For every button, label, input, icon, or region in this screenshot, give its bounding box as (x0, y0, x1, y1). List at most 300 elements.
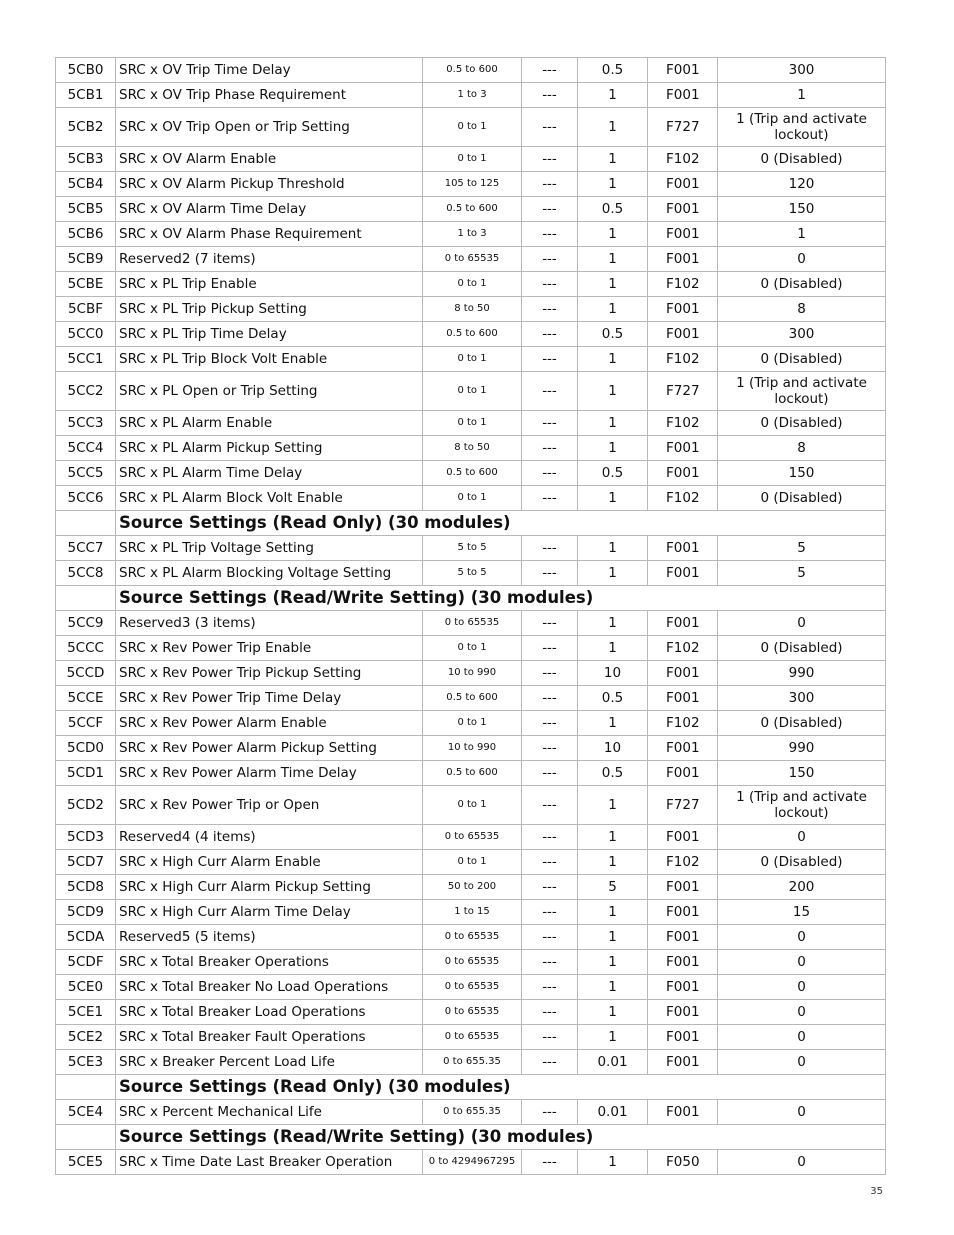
cell-range: 0 to 655.35 (423, 1100, 522, 1125)
cell-range: 1 to 3 (423, 83, 522, 108)
table-row (56, 297, 886, 322)
cell-units: --- (522, 172, 578, 197)
cell-units: --- (522, 636, 578, 661)
cell-range: 0 to 65535 (423, 247, 522, 272)
cell-step: 1 (578, 975, 648, 1000)
cell-def: 120 (718, 172, 886, 197)
cell-def: 5 (718, 561, 886, 586)
cell-units: --- (522, 925, 578, 950)
cell-def: 0 (Disabled) (718, 147, 886, 172)
cell-units: --- (522, 1150, 578, 1175)
cell-fmt: F102 (648, 272, 718, 297)
table-row (56, 372, 886, 411)
cell-step: 1 (578, 297, 648, 322)
cell-desc: SRC x PL Trip Pickup Setting (116, 297, 423, 322)
table-row (56, 222, 886, 247)
cell-step: 1 (578, 247, 648, 272)
table-row (56, 1000, 886, 1025)
section-spacer (56, 1125, 116, 1150)
cell-def: 150 (718, 761, 886, 786)
cell-desc: SRC x Total Breaker Load Operations (116, 1000, 423, 1025)
cell-desc: SRC x PL Alarm Time Delay (116, 461, 423, 486)
cell-desc: SRC x Rev Power Trip or Open (116, 786, 423, 825)
cell-fmt: F001 (648, 247, 718, 272)
cell-desc: SRC x Rev Power Alarm Time Delay (116, 761, 423, 786)
section-spacer (56, 511, 116, 536)
cell-addr: 5CC5 (56, 461, 116, 486)
cell-range: 0 to 65535 (423, 825, 522, 850)
cell-fmt: F001 (648, 58, 718, 83)
cell-def: 15 (718, 900, 886, 925)
cell-def: 0 (Disabled) (718, 711, 886, 736)
cell-range: 0 to 65535 (423, 950, 522, 975)
cell-step: 1 (578, 900, 648, 925)
cell-addr: 5CE0 (56, 975, 116, 1000)
table-row (56, 925, 886, 950)
cell-units: --- (522, 108, 578, 147)
cell-def: 8 (718, 297, 886, 322)
cell-desc: SRC x PL Alarm Pickup Setting (116, 436, 423, 461)
cell-fmt: F001 (648, 1000, 718, 1025)
cell-desc: Reserved2 (7 items) (116, 247, 423, 272)
cell-desc: SRC x High Curr Alarm Pickup Setting (116, 875, 423, 900)
cell-fmt: F102 (648, 850, 718, 875)
table-row (56, 83, 886, 108)
cell-step: 1 (578, 83, 648, 108)
cell-units: --- (522, 436, 578, 461)
cell-range: 0 to 1 (423, 108, 522, 147)
cell-step: 1 (578, 925, 648, 950)
cell-fmt: F001 (648, 436, 718, 461)
table-row (56, 900, 886, 925)
section-title: Source Settings (Read Only) (30 modules) (116, 511, 886, 536)
cell-desc: SRC x OV Alarm Pickup Threshold (116, 172, 423, 197)
cell-step: 1 (578, 272, 648, 297)
cell-range: 0 to 1 (423, 636, 522, 661)
cell-addr: 5CD7 (56, 850, 116, 875)
cell-desc: SRC x PL Alarm Blocking Voltage Setting (116, 561, 423, 586)
table-row (56, 147, 886, 172)
cell-desc: SRC x Rev Power Trip Pickup Setting (116, 661, 423, 686)
cell-addr: 5CCE (56, 686, 116, 711)
cell-step: 0.5 (578, 686, 648, 711)
table-row (56, 1150, 886, 1175)
cell-addr: 5CB6 (56, 222, 116, 247)
table-row (56, 686, 886, 711)
cell-desc: SRC x PL Trip Time Delay (116, 322, 423, 347)
cell-def: 300 (718, 322, 886, 347)
cell-fmt: F001 (648, 611, 718, 636)
cell-range: 1 to 15 (423, 900, 522, 925)
cell-desc: Reserved4 (4 items) (116, 825, 423, 850)
cell-fmt: F001 (648, 1050, 718, 1075)
cell-range: 0 to 65535 (423, 925, 522, 950)
cell-step: 1 (578, 561, 648, 586)
cell-desc: SRC x Percent Mechanical Life (116, 1100, 423, 1125)
cell-range: 50 to 200 (423, 875, 522, 900)
cell-fmt: F001 (648, 172, 718, 197)
cell-addr: 5CB5 (56, 197, 116, 222)
cell-addr: 5CC8 (56, 561, 116, 586)
cell-units: --- (522, 272, 578, 297)
section-title: Source Settings (Read Only) (30 modules) (116, 1075, 886, 1100)
cell-step: 0.5 (578, 761, 648, 786)
cell-addr: 5CC4 (56, 436, 116, 461)
cell-desc: SRC x OV Trip Open or Trip Setting (116, 108, 423, 147)
table-row (56, 322, 886, 347)
cell-desc: SRC x OV Alarm Phase Requirement (116, 222, 423, 247)
cell-def: 0 (718, 1150, 886, 1175)
cell-range: 0.5 to 600 (423, 197, 522, 222)
cell-desc: SRC x Rev Power Trip Enable (116, 636, 423, 661)
cell-step: 1 (578, 711, 648, 736)
cell-units: --- (522, 711, 578, 736)
cell-range: 0 to 1 (423, 486, 522, 511)
cell-units: --- (522, 825, 578, 850)
cell-addr: 5CC0 (56, 322, 116, 347)
cell-units: --- (522, 372, 578, 411)
table-row (56, 58, 886, 83)
cell-units: --- (522, 1000, 578, 1025)
table-row (56, 461, 886, 486)
cell-units: --- (522, 58, 578, 83)
cell-addr: 5CD2 (56, 786, 116, 825)
cell-fmt: F001 (648, 825, 718, 850)
section-header-row (56, 586, 886, 611)
table-row (56, 436, 886, 461)
cell-def: 300 (718, 58, 886, 83)
cell-addr: 5CBE (56, 272, 116, 297)
table-row (56, 536, 886, 561)
cell-desc: SRC x PL Alarm Enable (116, 411, 423, 436)
cell-range: 5 to 5 (423, 536, 522, 561)
cell-units: --- (522, 786, 578, 825)
table-row (56, 197, 886, 222)
cell-step: 1 (578, 436, 648, 461)
cell-addr: 5CD9 (56, 900, 116, 925)
cell-fmt: F727 (648, 108, 718, 147)
cell-desc: SRC x Time Date Last Breaker Operation (116, 1150, 423, 1175)
section-header-row (56, 511, 886, 536)
table-row (56, 561, 886, 586)
cell-units: --- (522, 761, 578, 786)
cell-step: 1 (578, 347, 648, 372)
cell-fmt: F102 (648, 411, 718, 436)
table-row (56, 108, 886, 147)
cell-fmt: F001 (648, 222, 718, 247)
cell-step: 0.5 (578, 197, 648, 222)
cell-step: 0.01 (578, 1050, 648, 1075)
cell-fmt: F050 (648, 1150, 718, 1175)
cell-addr: 5CB1 (56, 83, 116, 108)
table-row (56, 850, 886, 875)
cell-units: --- (522, 611, 578, 636)
cell-fmt: F102 (648, 636, 718, 661)
cell-step: 10 (578, 661, 648, 686)
table-row (56, 486, 886, 511)
cell-def: 1 (718, 83, 886, 108)
cell-desc: SRC x PL Alarm Block Volt Enable (116, 486, 423, 511)
cell-range: 0.5 to 600 (423, 322, 522, 347)
cell-range: 0 to 4294967295 (423, 1150, 522, 1175)
cell-step: 1 (578, 950, 648, 975)
table-row (56, 347, 886, 372)
cell-def: 1 (Trip and activate lockout) (718, 786, 886, 825)
cell-addr: 5CC3 (56, 411, 116, 436)
table-row (56, 875, 886, 900)
cell-def: 0 (718, 247, 886, 272)
cell-addr: 5CD0 (56, 736, 116, 761)
table-row (56, 272, 886, 297)
cell-def: 150 (718, 461, 886, 486)
cell-units: --- (522, 486, 578, 511)
cell-addr: 5CCD (56, 661, 116, 686)
cell-fmt: F727 (648, 786, 718, 825)
cell-addr: 5CE4 (56, 1100, 116, 1125)
cell-desc: SRC x OV Alarm Time Delay (116, 197, 423, 222)
cell-fmt: F001 (648, 950, 718, 975)
cell-fmt: F001 (648, 197, 718, 222)
cell-addr: 5CD3 (56, 825, 116, 850)
cell-desc: SRC x Breaker Percent Load Life (116, 1050, 423, 1075)
cell-desc: SRC x High Curr Alarm Enable (116, 850, 423, 875)
cell-range: 0 to 1 (423, 147, 522, 172)
table-row (56, 172, 886, 197)
cell-addr: 5CE1 (56, 1000, 116, 1025)
cell-fmt: F001 (648, 561, 718, 586)
cell-fmt: F001 (648, 761, 718, 786)
section-header-row (56, 1125, 886, 1150)
cell-step: 0.01 (578, 1100, 648, 1125)
cell-range: 0 to 1 (423, 786, 522, 825)
cell-units: --- (522, 147, 578, 172)
cell-units: --- (522, 900, 578, 925)
cell-range: 0 to 65535 (423, 1000, 522, 1025)
cell-fmt: F102 (648, 486, 718, 511)
cell-def: 0 (718, 1100, 886, 1125)
table-row (56, 975, 886, 1000)
cell-def: 0 (718, 611, 886, 636)
table-row (56, 636, 886, 661)
cell-def: 300 (718, 686, 886, 711)
cell-range: 0.5 to 600 (423, 58, 522, 83)
cell-range: 1 to 3 (423, 222, 522, 247)
cell-fmt: F001 (648, 925, 718, 950)
cell-range: 0.5 to 600 (423, 461, 522, 486)
cell-desc: SRC x PL Open or Trip Setting (116, 372, 423, 411)
cell-desc: SRC x Total Breaker Fault Operations (116, 1025, 423, 1050)
cell-def: 0 (718, 825, 886, 850)
cell-desc: SRC x Total Breaker Operations (116, 950, 423, 975)
cell-addr: 5CDF (56, 950, 116, 975)
cell-step: 1 (578, 147, 648, 172)
cell-units: --- (522, 322, 578, 347)
cell-fmt: F001 (648, 536, 718, 561)
cell-desc: SRC x High Curr Alarm Time Delay (116, 900, 423, 925)
cell-addr: 5CCC (56, 636, 116, 661)
cell-def: 0 (718, 925, 886, 950)
cell-step: 1 (578, 108, 648, 147)
cell-step: 1 (578, 536, 648, 561)
table-row (56, 1100, 886, 1125)
cell-fmt: F001 (648, 461, 718, 486)
cell-fmt: F001 (648, 900, 718, 925)
cell-addr: 5CDA (56, 925, 116, 950)
cell-step: 1 (578, 486, 648, 511)
table-row (56, 761, 886, 786)
section-title: Source Settings (Read/Write Setting) (30 modules) (116, 1125, 886, 1150)
cell-addr: 5CC7 (56, 536, 116, 561)
table-row (56, 661, 886, 686)
cell-addr: 5CC2 (56, 372, 116, 411)
cell-fmt: F102 (648, 147, 718, 172)
section-title: Source Settings (Read/Write Setting) (30 modules) (116, 586, 886, 611)
cell-units: --- (522, 950, 578, 975)
cell-addr: 5CB9 (56, 247, 116, 272)
cell-addr: 5CB4 (56, 172, 116, 197)
cell-desc: SRC x Rev Power Alarm Enable (116, 711, 423, 736)
cell-addr: 5CB3 (56, 147, 116, 172)
cell-units: --- (522, 736, 578, 761)
cell-def: 1 (Trip and activate lockout) (718, 372, 886, 411)
cell-range: 0 to 1 (423, 850, 522, 875)
cell-units: --- (522, 1050, 578, 1075)
cell-def: 0 (Disabled) (718, 850, 886, 875)
cell-addr: 5CC6 (56, 486, 116, 511)
cell-step: 1 (578, 636, 648, 661)
cell-units: --- (522, 461, 578, 486)
cell-step: 1 (578, 611, 648, 636)
cell-step: 1 (578, 850, 648, 875)
section-header-row (56, 1075, 886, 1100)
cell-units: --- (522, 561, 578, 586)
cell-def: 0 (Disabled) (718, 272, 886, 297)
cell-units: --- (522, 536, 578, 561)
cell-step: 1 (578, 825, 648, 850)
cell-def: 1 (Trip and activate lockout) (718, 108, 886, 147)
cell-fmt: F001 (648, 297, 718, 322)
cell-units: --- (522, 686, 578, 711)
cell-addr: 5CE5 (56, 1150, 116, 1175)
cell-units: --- (522, 222, 578, 247)
cell-fmt: F001 (648, 661, 718, 686)
cell-desc: SRC x OV Trip Time Delay (116, 58, 423, 83)
cell-def: 5 (718, 536, 886, 561)
cell-step: 0.5 (578, 58, 648, 83)
cell-step: 10 (578, 736, 648, 761)
page-number: 35 (870, 1186, 883, 1197)
table-row (56, 711, 886, 736)
cell-range: 0.5 to 600 (423, 686, 522, 711)
cell-addr: 5CC1 (56, 347, 116, 372)
cell-def: 8 (718, 436, 886, 461)
cell-range: 105 to 125 (423, 172, 522, 197)
cell-step: 1 (578, 222, 648, 247)
cell-addr: 5CE3 (56, 1050, 116, 1075)
cell-range: 0 to 65535 (423, 1025, 522, 1050)
cell-step: 0.5 (578, 322, 648, 347)
cell-fmt: F001 (648, 875, 718, 900)
cell-units: --- (522, 83, 578, 108)
cell-desc: SRC x PL Trip Block Volt Enable (116, 347, 423, 372)
cell-units: --- (522, 661, 578, 686)
cell-fmt: F001 (648, 1025, 718, 1050)
cell-step: 1 (578, 411, 648, 436)
table-row (56, 786, 886, 825)
cell-addr: 5CB2 (56, 108, 116, 147)
cell-def: 0 (Disabled) (718, 347, 886, 372)
cell-desc: SRC x OV Alarm Enable (116, 147, 423, 172)
cell-fmt: F102 (648, 711, 718, 736)
cell-def: 1 (718, 222, 886, 247)
table-row (56, 1050, 886, 1075)
table-row (56, 736, 886, 761)
cell-range: 10 to 990 (423, 736, 522, 761)
cell-fmt: F001 (648, 83, 718, 108)
cell-range: 10 to 990 (423, 661, 522, 686)
cell-units: --- (522, 297, 578, 322)
cell-def: 200 (718, 875, 886, 900)
cell-desc: SRC x Rev Power Alarm Pickup Setting (116, 736, 423, 761)
cell-units: --- (522, 1100, 578, 1125)
cell-units: --- (522, 247, 578, 272)
cell-range: 8 to 50 (423, 436, 522, 461)
cell-fmt: F001 (648, 686, 718, 711)
cell-def: 0 (718, 1000, 886, 1025)
cell-desc: Reserved3 (3 items) (116, 611, 423, 636)
cell-units: --- (522, 197, 578, 222)
cell-units: --- (522, 1025, 578, 1050)
cell-range: 0 to 65535 (423, 975, 522, 1000)
cell-fmt: F001 (648, 322, 718, 347)
cell-fmt: F001 (648, 1100, 718, 1125)
cell-addr: 5CD8 (56, 875, 116, 900)
cell-range: 0 to 1 (423, 272, 522, 297)
cell-range: 0 to 1 (423, 711, 522, 736)
cell-units: --- (522, 875, 578, 900)
register-table (55, 57, 886, 1175)
cell-desc: SRC x OV Trip Phase Requirement (116, 83, 423, 108)
cell-range: 0 to 65535 (423, 611, 522, 636)
section-spacer (56, 1075, 116, 1100)
cell-addr: 5CBF (56, 297, 116, 322)
cell-fmt: F001 (648, 736, 718, 761)
cell-desc: SRC x PL Trip Voltage Setting (116, 536, 423, 561)
cell-range: 8 to 50 (423, 297, 522, 322)
cell-step: 1 (578, 172, 648, 197)
cell-fmt: F102 (648, 347, 718, 372)
cell-desc: SRC x Total Breaker No Load Operations (116, 975, 423, 1000)
cell-range: 0 to 1 (423, 372, 522, 411)
cell-step: 1 (578, 1000, 648, 1025)
table-row (56, 950, 886, 975)
cell-def: 990 (718, 661, 886, 686)
cell-step: 1 (578, 1150, 648, 1175)
cell-def: 150 (718, 197, 886, 222)
cell-desc: SRC x Rev Power Trip Time Delay (116, 686, 423, 711)
cell-range: 0.5 to 600 (423, 761, 522, 786)
cell-fmt: F001 (648, 975, 718, 1000)
cell-desc: SRC x PL Trip Enable (116, 272, 423, 297)
cell-addr: 5CB0 (56, 58, 116, 83)
table-row (56, 247, 886, 272)
table-row (56, 611, 886, 636)
table-row (56, 411, 886, 436)
cell-def: 0 (Disabled) (718, 411, 886, 436)
cell-step: 1 (578, 786, 648, 825)
table-row (56, 825, 886, 850)
cell-step: 1 (578, 1025, 648, 1050)
